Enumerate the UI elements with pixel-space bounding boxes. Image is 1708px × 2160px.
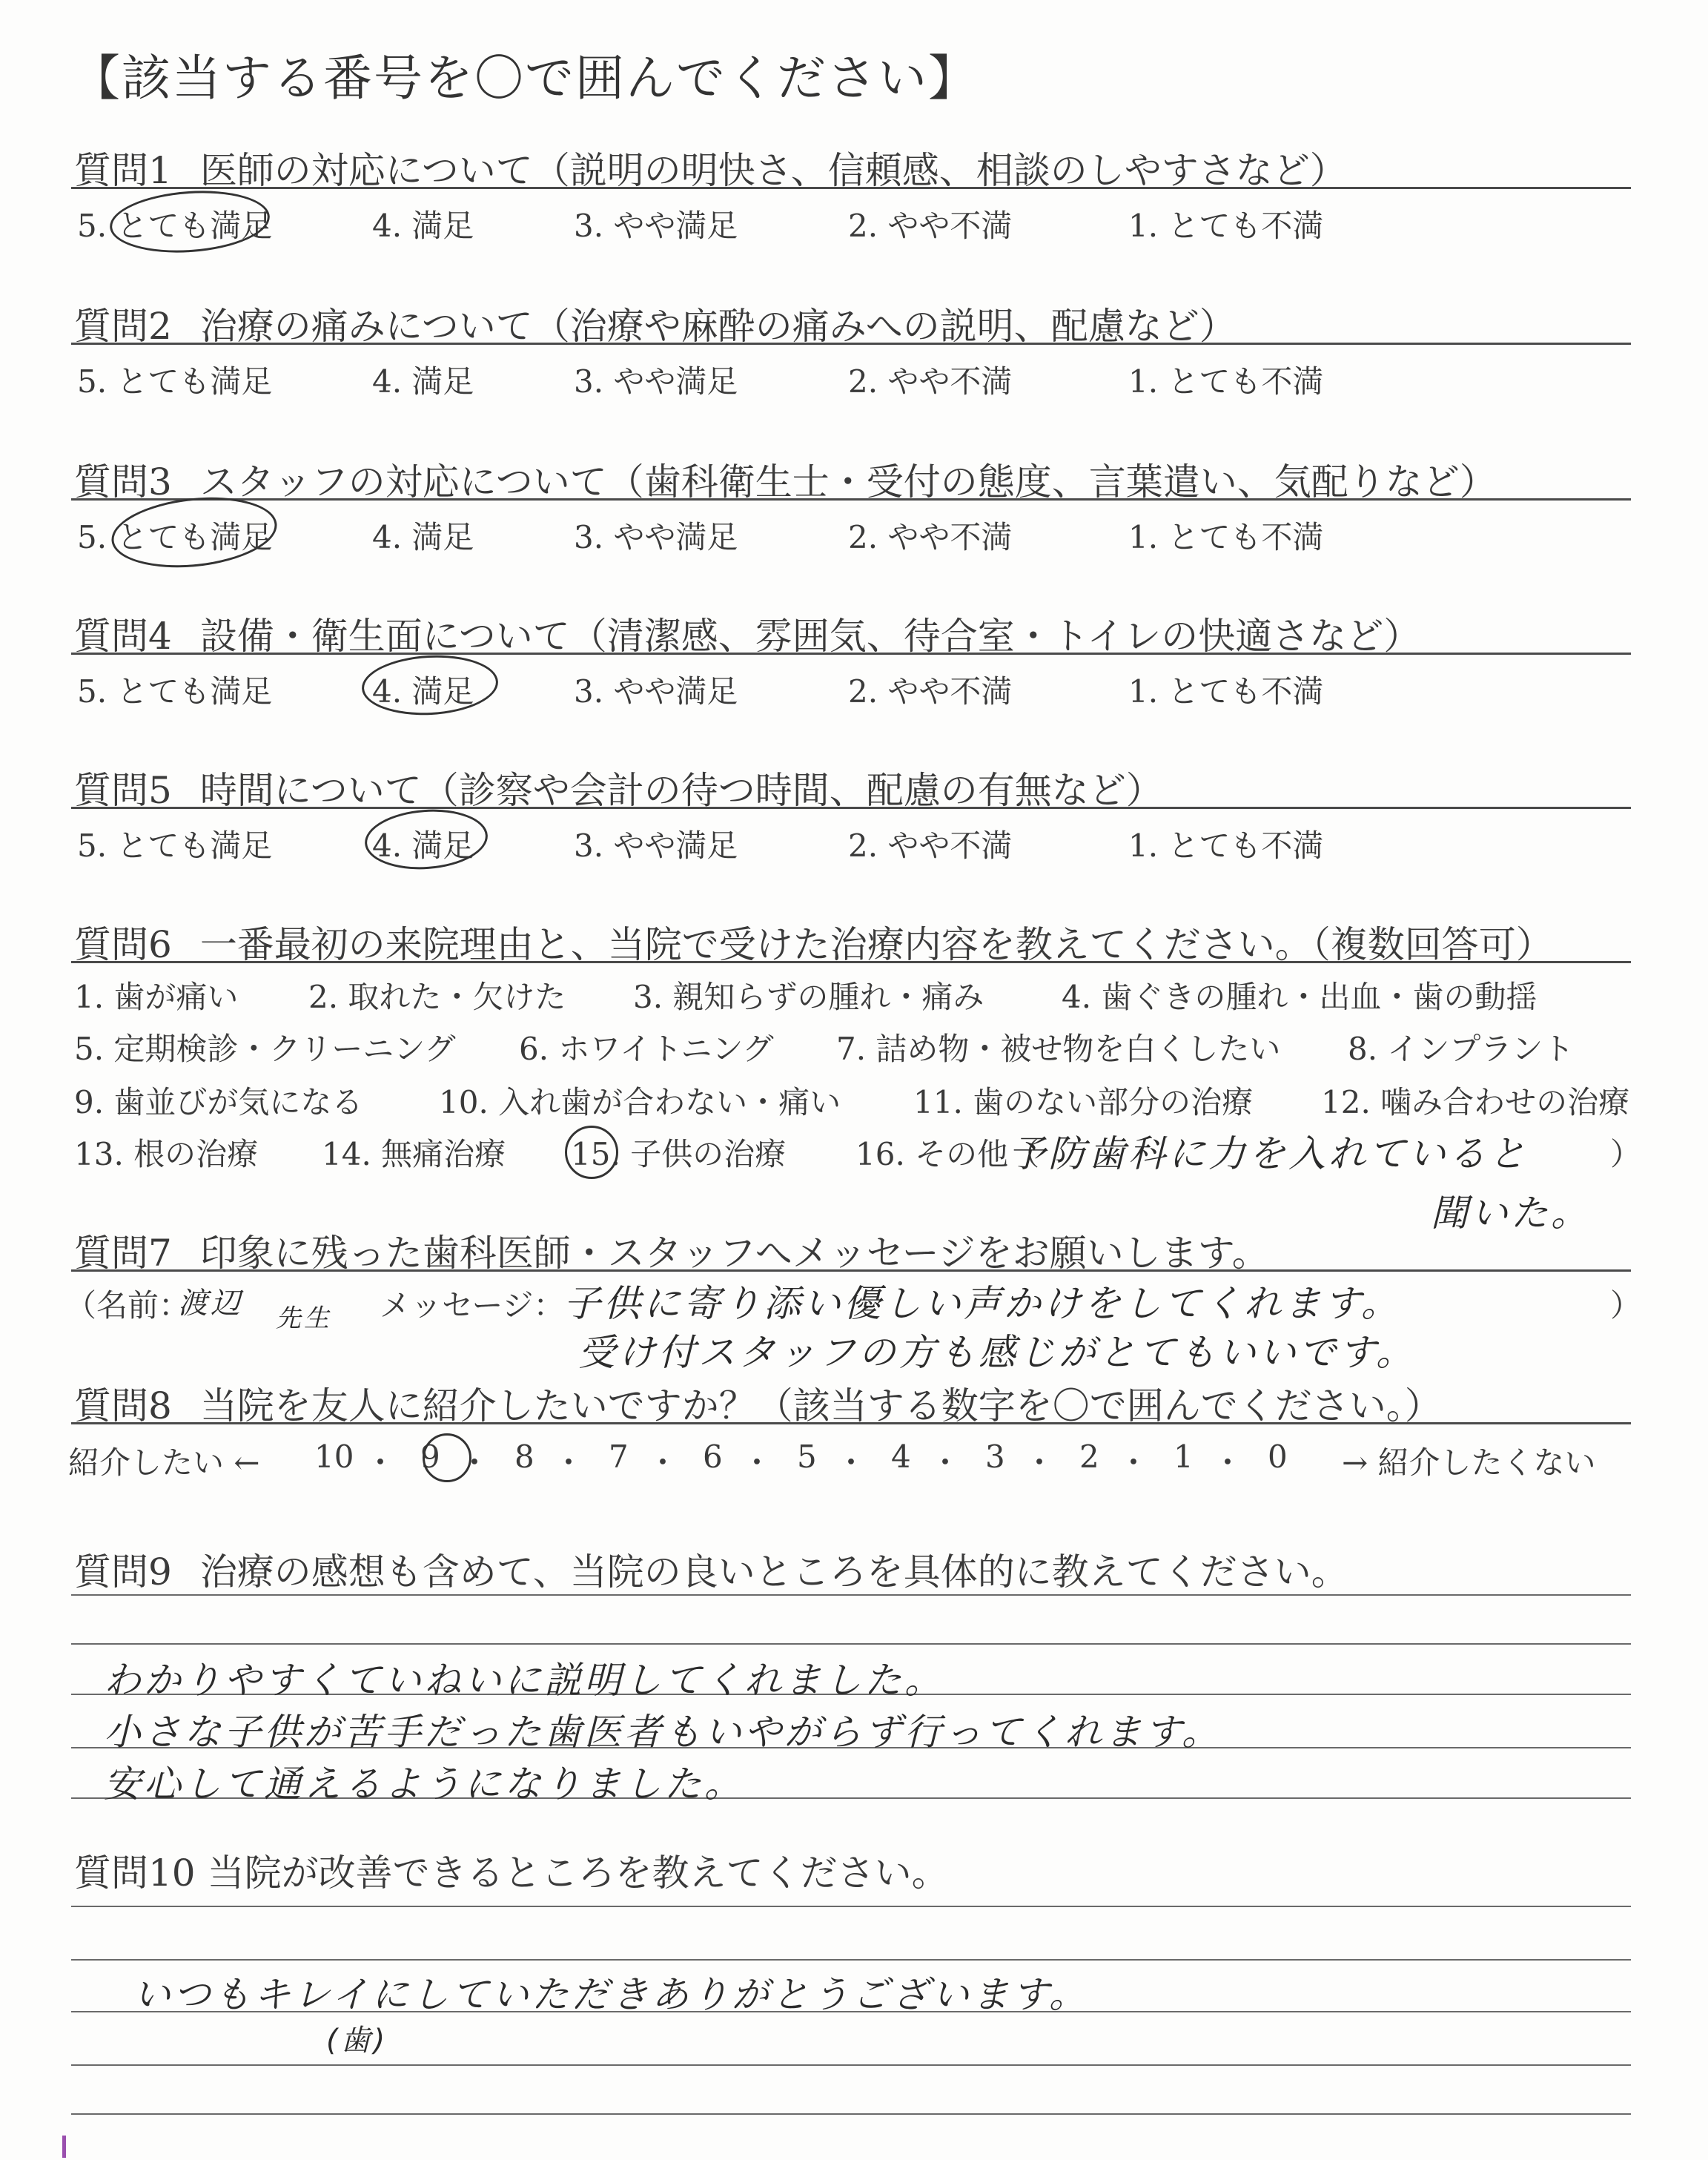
q6-rule — [71, 961, 1631, 963]
q6-option-8[interactable]: 8. インプラント — [1348, 1031, 1575, 1067]
q3-option-2[interactable]: 2. やや不満 — [848, 519, 1013, 555]
q2-option-4[interactable]: 4. 満足 — [372, 363, 474, 400]
q9-line-1 — [71, 1594, 1631, 1596]
q8-scale-value-7[interactable]: 7 — [609, 1439, 629, 1475]
q8-selection-circle — [423, 1433, 471, 1482]
q10-line-4 — [71, 2064, 1631, 2066]
q10-line-5 — [71, 2113, 1631, 2115]
q7-name-label: （名前： — [65, 1287, 191, 1324]
q1-selection-circle — [107, 186, 271, 258]
q6-option-9[interactable]: 9. 歯並びが気になる — [74, 1084, 363, 1120]
q3-option-5[interactable]: 5. とても満足 — [77, 519, 273, 555]
q6-selection-circle — [565, 1126, 618, 1179]
q6-option-10[interactable]: 10. 入れ歯が合わない・痛い — [439, 1084, 841, 1120]
q2-option-1[interactable]: 1. とても不満 — [1128, 363, 1324, 400]
q8-number: 質問8 — [74, 1384, 172, 1427]
q8-scale-separator: ・ — [553, 1444, 585, 1481]
q8-scale-separator: ・ — [1024, 1444, 1056, 1481]
q6-title: 一番最初の来院理由と、当院で受けた治療内容を教えてください。（複数回答可） — [199, 923, 1553, 966]
q8-scale-value-1[interactable]: 1 — [1174, 1439, 1194, 1475]
q6-option-3[interactable]: 3. 親知らずの腫れ・痛み — [633, 979, 984, 1015]
q2-option-2[interactable]: 2. やや不満 — [848, 363, 1013, 400]
q6-number: 質問6 — [74, 923, 172, 966]
q3-option-3[interactable]: 3. やや満足 — [574, 519, 738, 555]
q3-option-4[interactable]: 4. 満足 — [372, 519, 474, 555]
q8-scale-separator: ・ — [835, 1444, 867, 1481]
q7-message-label: メッセージ： — [380, 1287, 565, 1324]
q8-scale-separator: ・ — [647, 1444, 679, 1481]
q7-name-value: 渡辺 — [178, 1287, 243, 1321]
q8-scale-value-6[interactable]: 6 — [703, 1439, 723, 1475]
q5-option-4[interactable]: 4. 満足 — [372, 828, 474, 864]
q5-title: 時間について（診察や会計の待つ時間、配慮の有無など） — [199, 769, 1163, 812]
q6-option-11[interactable]: 11. 歯のない部分の治療 — [913, 1084, 1254, 1120]
q4-option-4[interactable]: 4. 満足 — [372, 673, 474, 710]
q4-option-2[interactable]: 2. やや不満 — [848, 673, 1013, 710]
q6-other-answer-line2: 聞いた。 — [1431, 1192, 1591, 1235]
q10-title: 当院が改善できるところを教えてください。 — [207, 1852, 949, 1895]
q6-option-5[interactable]: 5. 定期検診・クリーニング — [74, 1031, 456, 1067]
q8-scale-separator: ・ — [741, 1444, 773, 1481]
q5-option-5[interactable]: 5. とても満足 — [77, 828, 273, 864]
q1-option-5[interactable]: 5. とても満足 — [77, 208, 273, 244]
q8-scale-value-5[interactable]: 5 — [797, 1439, 817, 1475]
q8-scale-value-9[interactable]: 9 — [420, 1439, 440, 1475]
q2-rule — [71, 343, 1631, 345]
q2-option-3[interactable]: 3. やや満足 — [574, 363, 738, 400]
q7-rule — [71, 1269, 1631, 1272]
q10-number: 質問10 — [74, 1852, 196, 1895]
q5-option-1[interactable]: 1. とても不満 — [1128, 828, 1324, 864]
q1-rule — [71, 187, 1631, 189]
q10-line-1 — [71, 1906, 1631, 1907]
q6-option-14[interactable]: 14. 無痛治療 — [322, 1136, 506, 1172]
cut-off-mark — [62, 2136, 66, 2158]
q8-scale-value-4[interactable]: 4 — [891, 1439, 911, 1475]
q6-option-2[interactable]: 2. 取れた・欠けた — [308, 979, 566, 1015]
q7-message-close: ） — [1610, 1287, 1642, 1324]
q6-other-answer-line1: 予防歯科に力を入れていると — [1008, 1132, 1529, 1175]
q3-option-1[interactable]: 1. とても不満 — [1128, 519, 1324, 555]
q9-line-2 — [71, 1643, 1631, 1645]
q8-scale-value-10[interactable]: 10 — [314, 1439, 354, 1475]
q6-option-16[interactable]: 16. その他（ — [855, 1136, 1040, 1172]
q4-number: 質問4 — [74, 615, 172, 658]
q3-number: 質問3 — [74, 460, 172, 503]
q8-scale-separator: ・ — [459, 1444, 491, 1481]
q10-heading — [74, 1843, 949, 1897]
q1-option-1[interactable]: 1. とても不満 — [1128, 208, 1324, 244]
q10-answer-note: (歯) — [326, 2024, 388, 2058]
q7-message-line1: 子供に寄り添い優しい声かけをしてくれます。 — [563, 1282, 1401, 1325]
q8-scale-separator: ・ — [365, 1444, 397, 1481]
q10-line-2 — [71, 1959, 1631, 1961]
q2-title: 治療の痛みについて（治療や麻酔の痛みへの説明、配慮など） — [199, 305, 1237, 348]
q1-option-4[interactable]: 4. 満足 — [372, 208, 474, 244]
q1-number: 質問1 — [74, 149, 172, 192]
q3-title: スタッフの対応について（歯科衛生士・受付の態度、言葉遣い、気配りなど） — [199, 460, 1497, 503]
q4-title: 設備・衛生面について（清潔感、雰囲気、待合室・トイレの快適さなど） — [199, 615, 1421, 658]
q8-left-label: 紹介したい ← — [68, 1444, 260, 1481]
q8-scale-separator: ・ — [1212, 1444, 1244, 1481]
q9-title: 治療の感想も含めて、当院の良いところを具体的に教えてください。 — [199, 1550, 1348, 1593]
page-title: 【該当する番号を〇で囲んでください】 — [71, 50, 979, 107]
q5-option-2[interactable]: 2. やや不満 — [848, 828, 1013, 864]
q6-option-4[interactable]: 4. 歯ぐきの腫れ・出血・歯の動揺 — [1062, 979, 1537, 1015]
q10-answer: いつもキレイにしていただきありがとうございます。 — [133, 1973, 1089, 2016]
q5-option-3[interactable]: 3. やや満足 — [574, 828, 738, 864]
q5-number: 質問5 — [74, 769, 172, 812]
q7-message-line2: 受け付スタッフの方も感じがとてもいいです。 — [578, 1331, 1416, 1374]
q8-title: 当院を友人に紹介したいですか？（該当する数字を〇で囲んでください。） — [199, 1384, 1442, 1427]
q6-option-15[interactable]: 15. 子供の治療 — [571, 1136, 787, 1172]
q6-option-1[interactable]: 1. 歯が痛い — [74, 979, 239, 1015]
q2-option-5[interactable]: 5. とても満足 — [77, 363, 273, 400]
q9-number: 質問9 — [74, 1550, 172, 1593]
q3-rule — [71, 498, 1631, 501]
q4-rule — [71, 653, 1631, 655]
q8-scale-value-2[interactable]: 2 — [1079, 1439, 1099, 1475]
q7-name-suffix: 先生 — [276, 1304, 332, 1333]
q8-rule — [71, 1422, 1631, 1424]
q8-scale-value-8[interactable]: 8 — [514, 1439, 534, 1475]
q6-option-12[interactable]: 12. 噛み合わせの治療 — [1321, 1084, 1630, 1120]
q7-title: 印象に残った歯科医師・スタッフへメッセージをお願いします。 — [199, 1232, 1269, 1275]
q8-scale-value-0[interactable]: 0 — [1268, 1439, 1288, 1475]
q8-scale-value-3[interactable]: 3 — [985, 1439, 1005, 1475]
q6-option-7[interactable]: 7. 詰め物・被せ物を白くしたい — [836, 1031, 1281, 1067]
q8-right-label: → 紹介したくない — [1342, 1444, 1596, 1481]
q5-rule — [71, 807, 1631, 809]
q8-scale-separator: ・ — [930, 1444, 961, 1481]
q1-option-2[interactable]: 2. やや不満 — [848, 208, 1013, 244]
q4-option-5[interactable]: 5. とても満足 — [77, 673, 273, 710]
q6-other-close: ） — [1610, 1136, 1642, 1172]
q4-option-3[interactable]: 3. やや満足 — [574, 673, 738, 710]
q7-number: 質問7 — [74, 1232, 172, 1275]
q1-option-3[interactable]: 3. やや満足 — [574, 208, 738, 244]
q8-scale — [314, 1439, 1320, 1481]
q9-answer-line1: わかりやすくていねいに説明してくれました。 — [104, 1659, 944, 1702]
q2-number: 質問2 — [74, 305, 172, 348]
q9-answer-line3: 安心して通えるようになりました。 — [104, 1763, 744, 1806]
q4-option-1[interactable]: 1. とても不満 — [1128, 673, 1324, 710]
q8-scale-separator: ・ — [1118, 1444, 1150, 1481]
q6-option-13[interactable]: 13. 根の治療 — [74, 1136, 259, 1172]
q9-answer-line2: 小さな子供が苦手だった歯医者もいやがらず行ってくれます。 — [104, 1711, 1222, 1754]
q9-heading — [74, 1542, 1348, 1596]
q6-option-6[interactable]: 6. ホワイトニング — [519, 1031, 774, 1067]
q1-title: 医師の対応について（説明の明快さ、信頼感、相談のしやすさなど） — [199, 149, 1347, 192]
